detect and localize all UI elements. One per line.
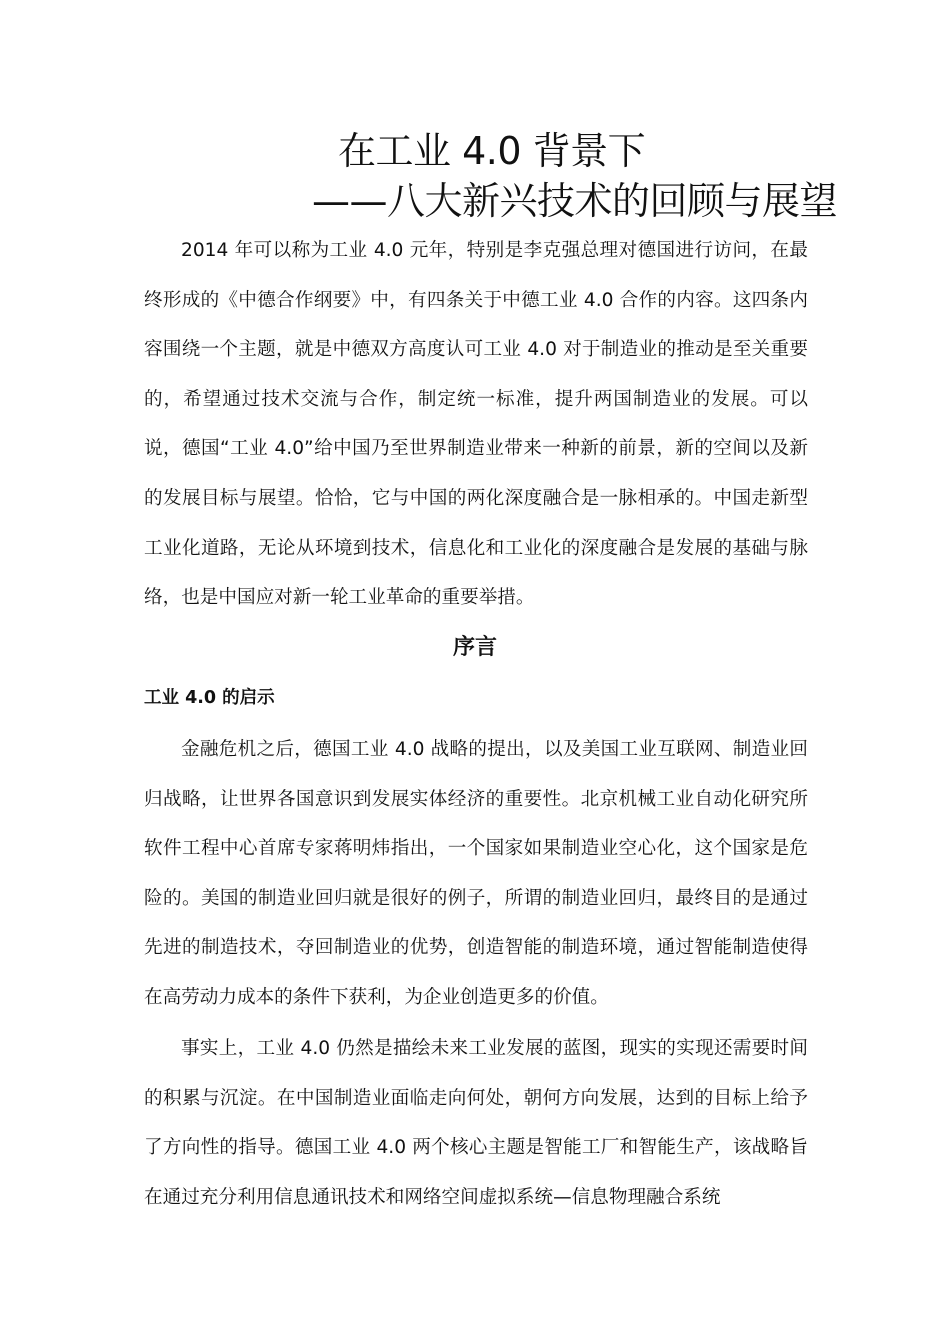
body-paragraph-3: 事实上，工业 4.0 仍然是描绘未来工业发展的蓝图，现实的实现还需要时间的积累与沉淀。在中国制造业面临走向何处，朝何方向发展，达到的目标上给予了方向性的指导。德国工业 4.0 两个核心主题是智能工厂和智能生产，该战略旨在通过充分利用信息通讯技术和网络空间虚拟系统—信息物理融合系统 xyxy=(144,1038,808,1208)
body-paragraph-2: 金融危机之后，德国工业 4.0 战略的提出，以及美国工业互联网、制造业回归战略，让世界各国意识到发展实体经济的重要性。北京机械工业自动化研究所软件工程中心首席专家蒋明炜指出，一个国家如果制造业空心化，这个国家是危险的。美国的制造业回归就是很好的例子，所谓的制造业回归，最终目的是通过先进的制造技术，夺回制造业的优势，创造智能的制造环境，通过智能制造使得在高劳动力成本的条件下获利，为企业创造更多的价值。 xyxy=(144,739,808,1008)
document-subtitle: ——八大新兴技术的回顾与展望 xyxy=(312,179,838,223)
intro-paragraph: 2014 年可以称为工业 4.0 元年，特别是李克强总理对德国进行访问，在最终形成的《中德合作纲要》中，有四条关于中德工业 4.0 合作的内容。这四条内容围绕一个主题，就是中德双方高度认可工业 4.0 对于制造业的推动是至关重要的，希望通过技术交流与合作，制定统一标准，提升两国制造业的发展。可以说，德国“工业 4.0”给中国乃至世界制造业带来一种新的前景，新的空间以及新的发展目标与展望。恰恰，它与中国的两化深度融合是一脉相承的。中国走新型工业化道路，无论从环境到技术，信息化和工业化的深度融合是发展的基础与脉络，也是中国应对新一轮工业革命的重要举措。 xyxy=(144,240,808,609)
section-heading-preface: 序言 xyxy=(452,635,497,660)
subsection-heading: 工业 4.0 的启示 xyxy=(144,688,275,708)
document-title: 在工业 4.0 背景下 xyxy=(338,129,646,173)
